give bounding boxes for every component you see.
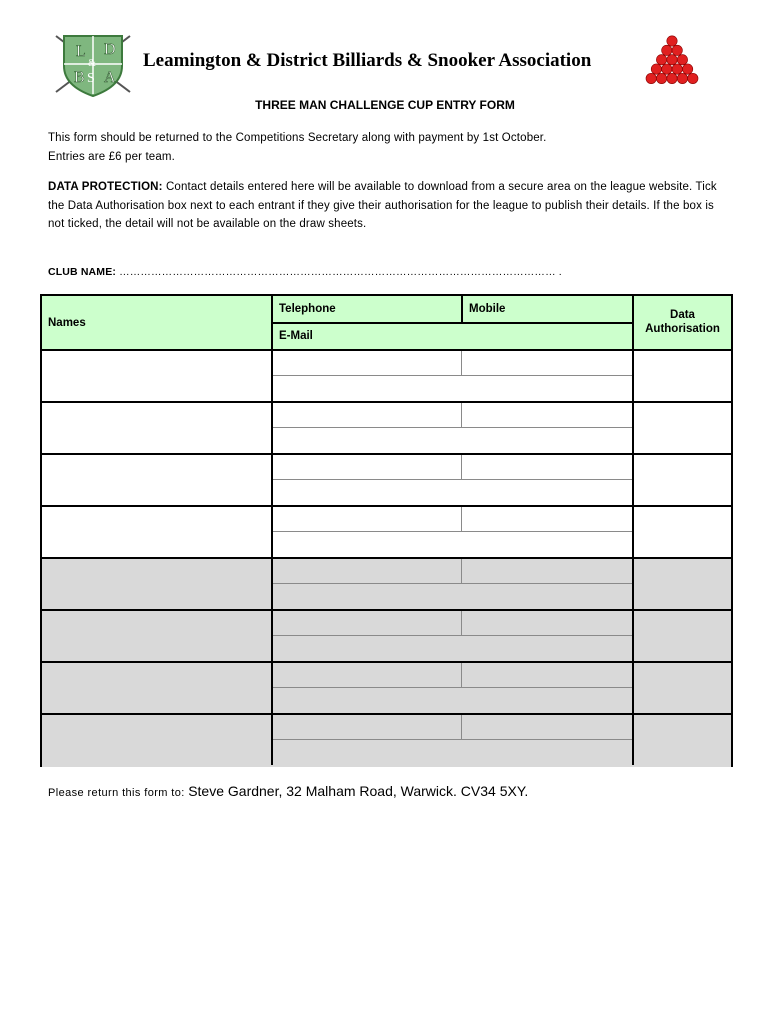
svg-text:D: D [104, 41, 116, 58]
telephone-cell[interactable] [273, 611, 462, 635]
svg-text:L: L [76, 43, 86, 60]
names-header [42, 296, 271, 349]
authorisation-checkbox[interactable] [634, 611, 731, 661]
telephone-header-label: Telephone [279, 303, 336, 315]
telephone-cell[interactable] [273, 507, 462, 531]
mobile-cell[interactable] [463, 455, 632, 479]
snooker-ball [688, 73, 698, 83]
entry-row [42, 507, 731, 559]
telephone-cell[interactable] [273, 663, 462, 687]
authorisation-checkbox[interactable] [634, 403, 731, 453]
column-divider [461, 715, 462, 739]
row-divider [273, 427, 632, 428]
mobile-cell[interactable] [463, 507, 632, 531]
snooker-ball [662, 45, 672, 55]
email-cell[interactable] [273, 584, 632, 609]
svg-text:B: B [74, 69, 85, 86]
page-header [0, 0, 770, 100]
column-divider [461, 611, 462, 635]
entry-table [40, 294, 733, 767]
mobile-header-label: Mobile [469, 303, 506, 315]
snooker-ball [667, 73, 677, 83]
snooker-ball [682, 64, 692, 74]
authorisation-header [634, 296, 731, 349]
intro-text [48, 129, 718, 166]
name-cell[interactable] [42, 611, 271, 661]
column-divider [461, 351, 462, 375]
email-cell[interactable] [273, 376, 632, 401]
authorisation-checkbox[interactable] [634, 455, 731, 505]
mobile-header [463, 296, 632, 322]
snooker-ball [667, 36, 677, 46]
club-name-label: CLUB NAME: [48, 266, 116, 278]
authorisation-checkbox[interactable] [634, 715, 731, 765]
authorisation-checkbox[interactable] [634, 351, 731, 401]
association-logo-icon [52, 30, 134, 98]
snooker-ball [672, 45, 682, 55]
email-cell[interactable] [273, 428, 632, 453]
data-protection-text [48, 178, 718, 234]
snooker-ball [656, 73, 666, 83]
svg-text:A: A [104, 69, 116, 86]
snooker-ball [677, 73, 687, 83]
telephone-cell[interactable] [273, 351, 462, 375]
email-cell[interactable] [273, 532, 632, 557]
name-cell[interactable] [42, 403, 271, 453]
email-cell[interactable] [273, 740, 632, 765]
svg-text:&: & [88, 58, 96, 69]
organisation-title: Leamington & District Billiards & Snooker Association [143, 50, 592, 71]
snooker-ball [677, 55, 687, 65]
mobile-cell[interactable] [463, 403, 632, 427]
name-cell[interactable] [42, 715, 271, 765]
snooker-ball [656, 55, 666, 65]
column-divider [461, 455, 462, 479]
snooker-balls-icon [634, 28, 710, 90]
form-title: THREE MAN CHALLENGE CUP ENTRY FORM [255, 98, 515, 112]
email-cell[interactable] [273, 480, 632, 505]
snooker-ball [651, 64, 661, 74]
entry-row [42, 611, 731, 663]
intro-line-2: Entries are £6 per team. [48, 150, 175, 163]
intro-line-1: This form should be returned to the Competitions Secretary along with payment by 1st October. [48, 132, 547, 144]
row-divider [273, 479, 632, 480]
name-cell[interactable] [42, 559, 271, 609]
mobile-cell[interactable] [463, 715, 632, 739]
entry-row [42, 559, 731, 611]
return-address: Steve Gardner, 32 Malham Road, Warwick. CV34 5XY. [188, 783, 529, 799]
row-divider [273, 583, 632, 584]
email-header [273, 324, 632, 349]
snooker-ball [672, 64, 682, 74]
entry-row [42, 663, 731, 715]
telephone-cell[interactable] [273, 559, 462, 583]
column-divider [461, 507, 462, 531]
telephone-header [273, 296, 462, 322]
telephone-cell[interactable] [273, 403, 462, 427]
row-divider [273, 739, 632, 740]
mobile-cell[interactable] [463, 559, 632, 583]
mobile-cell[interactable] [463, 611, 632, 635]
authorisation-header-label: Data Authorisation [645, 309, 720, 335]
snooker-ball [646, 73, 656, 83]
column-divider [461, 403, 462, 427]
row-divider [273, 531, 632, 532]
return-instruction [48, 783, 528, 799]
authorisation-checkbox[interactable] [634, 559, 731, 609]
column-divider [461, 559, 462, 583]
club-name-line [48, 263, 718, 282]
snooker-ball [667, 55, 677, 65]
column-divider [461, 663, 462, 687]
club-name-field[interactable]: …………………………………………………………………………………………………………… . [116, 266, 562, 278]
entry-row [42, 715, 731, 767]
name-cell[interactable] [42, 455, 271, 505]
data-protection-body: Contact details entered here will be available to download from a secure area on the league website. Tick the Data Authorisation box next to each entrant if they give their authorisation for the league to publish their details. If the box is not ticked, the detail will not be available on the draw sheets. [48, 181, 717, 231]
return-label: Please return this form to: [48, 787, 189, 799]
name-cell[interactable] [42, 351, 271, 401]
email-cell[interactable] [273, 688, 632, 713]
row-divider [273, 687, 632, 688]
names-header-label: Names [48, 317, 86, 329]
entry-row [42, 351, 731, 403]
svg-text:S: S [87, 71, 95, 86]
data-protection-label: DATA PROTECTION: [48, 181, 163, 193]
row-divider [273, 635, 632, 636]
authorisation-checkbox[interactable] [634, 507, 731, 557]
email-cell[interactable] [273, 636, 632, 661]
authorisation-checkbox[interactable] [634, 663, 731, 713]
entry-row [42, 403, 731, 455]
mobile-cell[interactable] [463, 663, 632, 687]
name-cell[interactable] [42, 663, 271, 713]
email-header-label: E-Mail [279, 330, 313, 342]
snooker-ball [662, 64, 672, 74]
row-divider [273, 375, 632, 376]
mobile-cell[interactable] [463, 351, 632, 375]
name-cell[interactable] [42, 507, 271, 557]
entry-row [42, 455, 731, 507]
telephone-cell[interactable] [273, 455, 462, 479]
telephone-cell[interactable] [273, 715, 462, 739]
